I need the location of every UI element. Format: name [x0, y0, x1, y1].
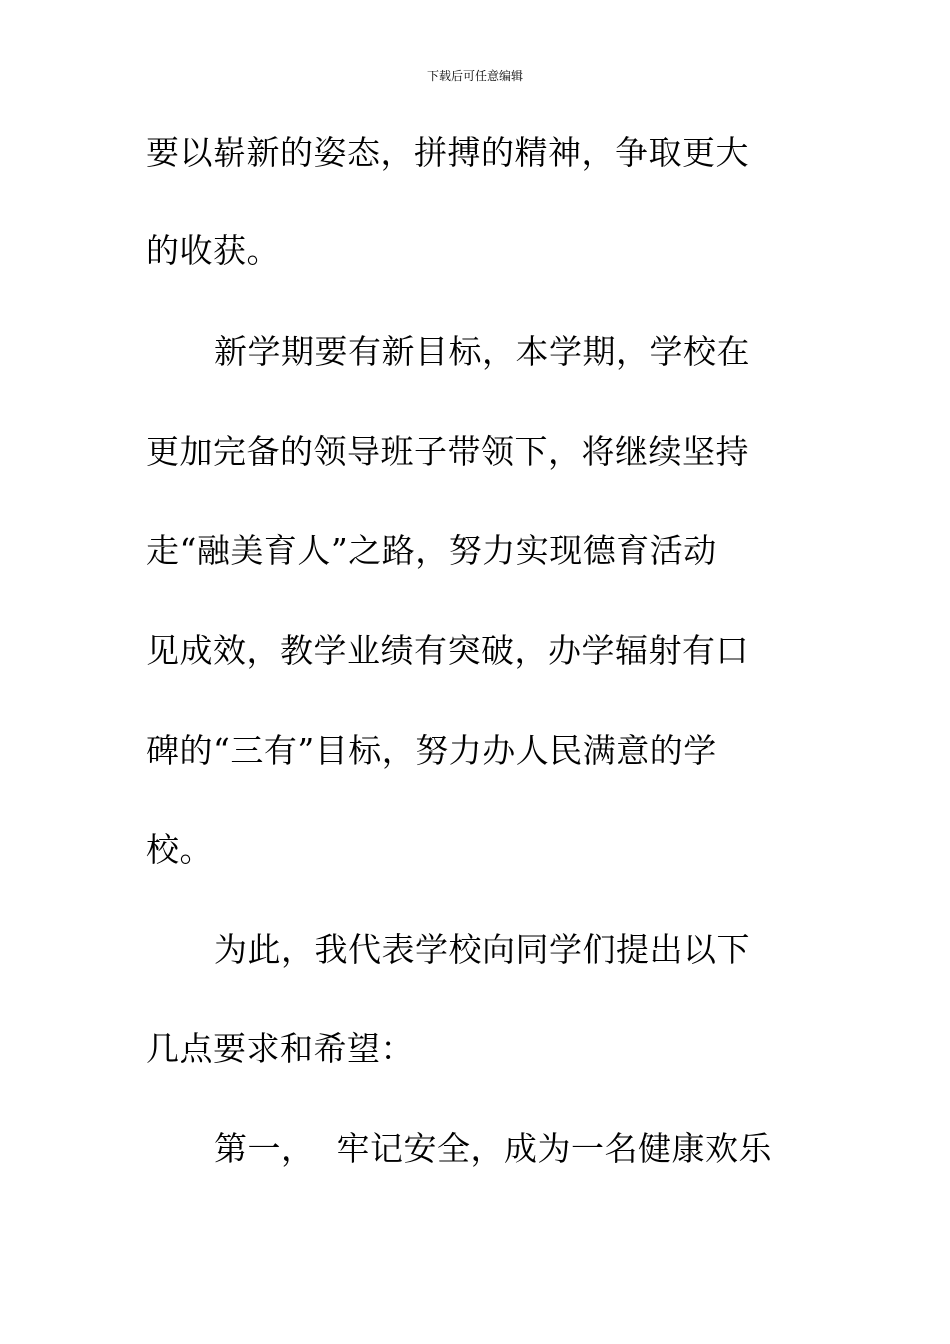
body-line: 走“融美育人”之路，努力实现德育活动 [146, 531, 717, 570]
body-line: 碑的“三有”目标，努力办人民满意的学 [146, 731, 717, 770]
paragraph-first-line: 第一， 牢记安全，成为一名健康欢乐 [214, 1129, 772, 1168]
body-line: 校。 [146, 830, 213, 869]
body-line: 要以崭新的姿态，拼搏的精神，争取更大 [146, 133, 749, 172]
body-line: 见成效，教学业绩有突破，办学辐射有口 [146, 631, 749, 670]
body-line: 更加完备的领导班子带领下，将继续坚持 [146, 432, 749, 471]
header-note: 下载后可任意编辑 [426, 69, 523, 83]
body-line: 的收获。 [146, 231, 280, 270]
paragraph-first-line: 为此，我代表学校向同学们提出以下 [214, 930, 750, 969]
body-line: 几点要求和希望： [146, 1029, 414, 1068]
paragraph-first-line: 新学期要有新目标，本学期，学校在 [214, 332, 750, 371]
